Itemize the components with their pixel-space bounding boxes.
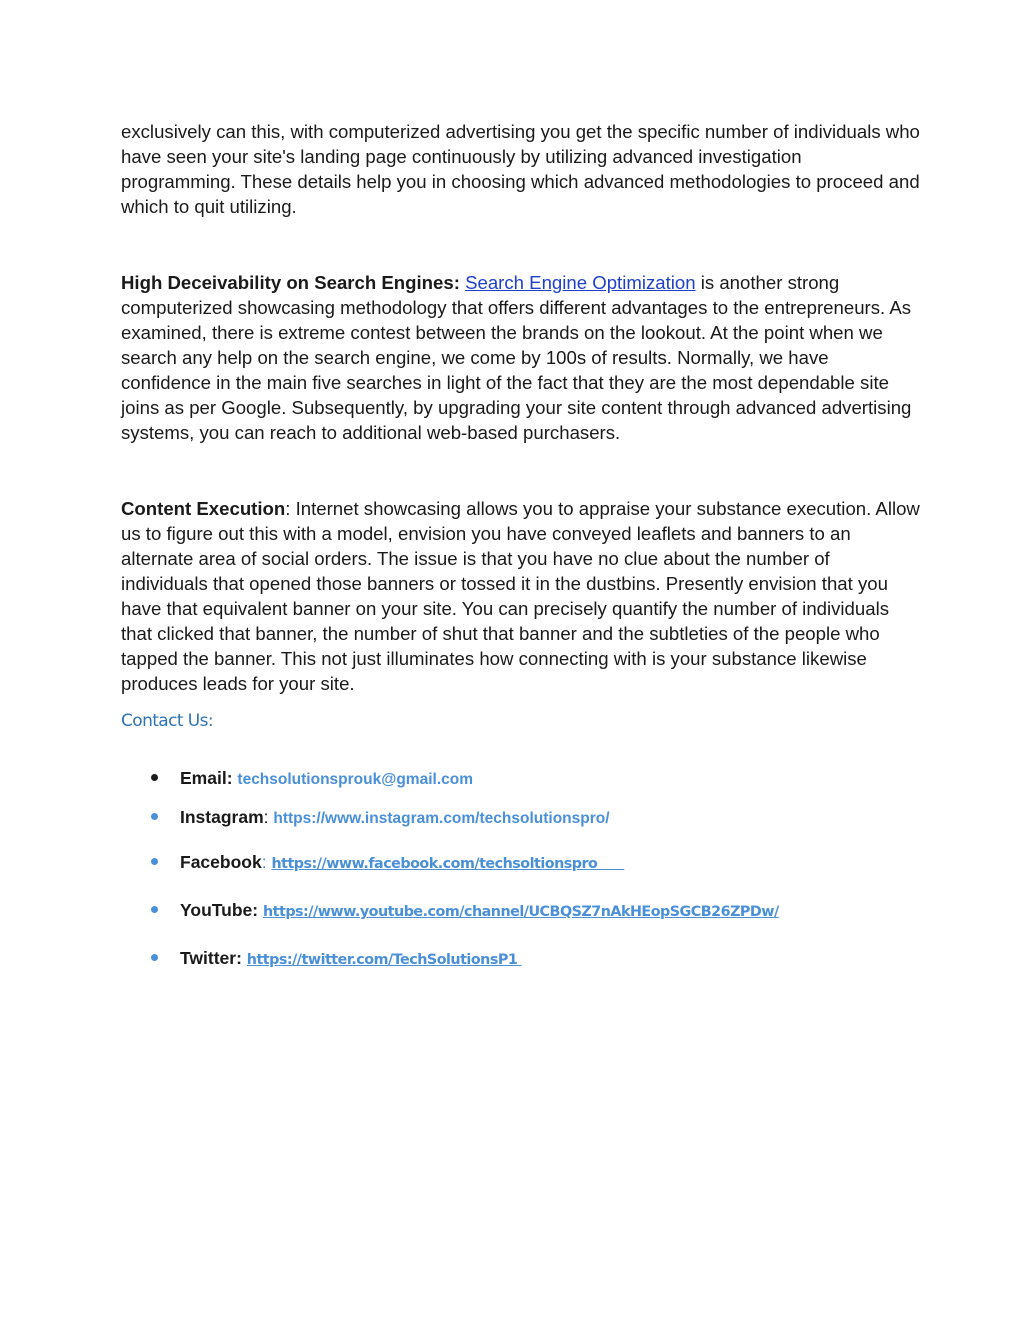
contact-item-youtube [121,898,921,924]
bullet-icon [151,858,158,865]
contact-label: Twitter: [180,948,242,968]
document-page [121,119,921,972]
bullet-icon [151,906,158,913]
contact-separator: : [261,852,272,872]
contact-item-twitter [121,946,921,972]
bullet-icon [151,813,158,820]
contact-item-email [121,766,921,792]
content-heading: Content Execution [121,498,286,519]
youtube-link[interactable]: https://www.youtube.com/channel/UCBQSZ7nAkHEopSGCB26ZPDw/ [262,904,779,920]
contact-item-facebook [121,850,921,876]
contact-label: YouTube: [180,900,259,920]
bullet-icon [151,954,158,961]
seo-heading: High Deceivability on Search Engines: [121,272,460,293]
bullet-icon [151,774,158,781]
twitter-link[interactable]: https://twitter.com/TechSolutionsP1 [246,952,522,968]
email-link[interactable]: techsolutionsprouk@gmail.com [237,771,473,788]
contact-item-instagram [121,805,921,831]
contact-label: Email: [180,768,233,788]
contact-label: Facebook [180,852,262,872]
seo-body: is another strong computerized showcasing methodology that offers different advantages to the entrepreneurs. As examined, there is extreme contest between the brands on the lookout. At the point when we search any help on the search engine, we come by 100s of results. Normally, we have confidence in the main five searches in light of the fact that they are the most dependable site joins as per Google. Subsequently, by upgrading your site content through advanced advertising systems, you can reach to additional web-based purchasers. [121,272,912,443]
facebook-link[interactable]: https://www.facebook.com/techsoltionspro [271,856,625,872]
contact-heading: Contact Us: [121,711,213,731]
contact-separator: : [263,807,274,827]
instagram-link[interactable]: https://www.instagram.com/techsolutionspro/ [273,810,610,827]
content-body: : Internet showcasing allows you to appraise your substance execution. Allow us to figure out this with a model, envision you have conveyed leaflets and banners to an alternate area of social orders. The issue is that you have no clue about the number of individuals that opened those banners or tossed it in the dustbins. Presently envision that you have that equivalent banner on your site. You can precisely quantify the number of individuals that clicked that banner, the number of shut that banner and the subtleties of the people who tapped the banner. This not just illuminates how connecting with is your substance likewise produces leads for your site. [121,498,920,694]
seo-link[interactable]: Search Engine Optimization [465,272,696,293]
intro-paragraph: exclusively can this, with computerized advertising you get the specific number of individuals who have seen your site's landing page continuously by utilizing advanced investigation programming. These details help you in choosing which advanced methodologies to proceed and which to quit utilizing. [121,121,920,217]
seo-paragraph [121,270,921,445]
contact-list [121,766,921,972]
contact-label: Instagram [180,807,264,827]
content-paragraph [121,496,921,696]
